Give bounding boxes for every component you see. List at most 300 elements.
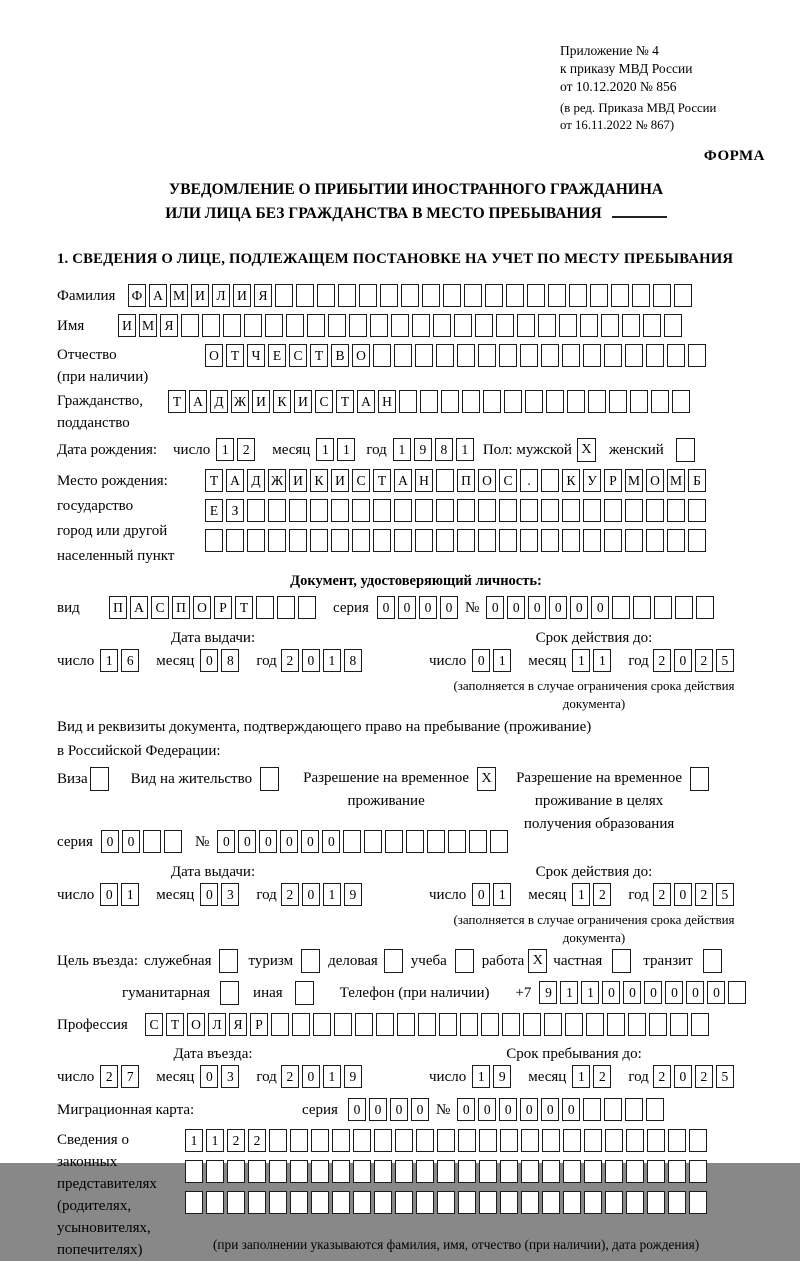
char-cell bbox=[604, 529, 622, 552]
char-cell: 2 bbox=[281, 1065, 299, 1088]
birth-year-cells bbox=[393, 438, 477, 461]
char-cell: 1 bbox=[316, 438, 334, 461]
char-cell bbox=[343, 830, 361, 853]
char-cell: 1 bbox=[493, 883, 511, 906]
visit-purpose-label: Цель въезда: bbox=[57, 953, 138, 970]
char-cell: 0 bbox=[122, 830, 140, 853]
patronymic-cells bbox=[205, 344, 709, 367]
char-cell bbox=[415, 499, 433, 522]
issue-day-cells bbox=[100, 649, 142, 672]
char-cell bbox=[355, 1013, 373, 1036]
stay-year-cells bbox=[653, 1065, 737, 1088]
char-cell: 2 bbox=[248, 1129, 266, 1152]
char-cell: 0 bbox=[674, 649, 692, 672]
char-cell bbox=[185, 1160, 203, 1183]
char-cell bbox=[437, 1191, 455, 1214]
char-cell bbox=[605, 1160, 623, 1183]
char-cell: . bbox=[520, 469, 538, 492]
char-cell bbox=[583, 529, 601, 552]
field-legal-representatives bbox=[57, 1129, 775, 1261]
char-cell: С bbox=[352, 469, 370, 492]
char-cell bbox=[416, 1129, 434, 1152]
char-cell bbox=[672, 390, 690, 413]
doc-seriya-cells bbox=[377, 596, 461, 619]
char-cell: 2 bbox=[653, 883, 671, 906]
char-cell: Н bbox=[415, 469, 433, 492]
char-cell bbox=[689, 1129, 707, 1152]
birth-place-row-2 bbox=[205, 499, 709, 522]
char-cell: Ф bbox=[128, 284, 146, 307]
char-cell: Т bbox=[235, 596, 253, 619]
char-cell bbox=[563, 1191, 581, 1214]
char-cell: И bbox=[191, 284, 209, 307]
char-cell bbox=[338, 284, 356, 307]
char-cell: 9 bbox=[539, 981, 557, 1004]
char-cell: 1 bbox=[593, 649, 611, 672]
char-cell: 2 bbox=[237, 438, 255, 461]
char-cell bbox=[247, 499, 265, 522]
char-cell: Л bbox=[212, 284, 230, 307]
birth-place-cell-rows bbox=[205, 469, 709, 552]
char-cell: 0 bbox=[499, 1098, 517, 1121]
char-cell: Т bbox=[226, 344, 244, 367]
purpose-study-checkbox bbox=[455, 949, 474, 973]
char-cell bbox=[588, 390, 606, 413]
char-cell bbox=[563, 1160, 581, 1183]
char-cell bbox=[499, 344, 517, 367]
field-migration-card bbox=[57, 1098, 775, 1123]
char-cell bbox=[307, 314, 325, 337]
residence-intro-1: Вид и реквизиты документа, подтверждающего право на пребывание (проживание) bbox=[57, 719, 592, 736]
option-visa: Виза bbox=[57, 767, 109, 792]
char-cell: 0 bbox=[528, 596, 546, 619]
char-cell bbox=[520, 529, 538, 552]
char-cell: 0 bbox=[419, 596, 437, 619]
char-cell bbox=[437, 1129, 455, 1152]
char-cell bbox=[373, 499, 391, 522]
name-cells bbox=[118, 314, 685, 337]
char-cell: И bbox=[331, 469, 349, 492]
char-cell: 0 bbox=[541, 1098, 559, 1121]
char-cell bbox=[181, 314, 199, 337]
char-cell: 0 bbox=[200, 883, 218, 906]
char-cell: 0 bbox=[259, 830, 277, 853]
char-cell bbox=[567, 390, 585, 413]
mig-number-label: № bbox=[435, 1102, 451, 1119]
char-cell: 1 bbox=[581, 981, 599, 1004]
char-cell: 5 bbox=[716, 1065, 734, 1088]
char-cell bbox=[415, 529, 433, 552]
issue-month-cells bbox=[200, 649, 242, 672]
char-cell bbox=[436, 499, 454, 522]
char-cell: 2 bbox=[695, 649, 713, 672]
char-cell: А bbox=[130, 596, 148, 619]
char-cell bbox=[625, 344, 643, 367]
char-cell: 8 bbox=[435, 438, 453, 461]
char-cell bbox=[604, 499, 622, 522]
char-cell: 3 bbox=[221, 1065, 239, 1088]
char-cell bbox=[696, 596, 714, 619]
char-cell bbox=[478, 529, 496, 552]
char-cell bbox=[206, 1160, 224, 1183]
char-cell: 1 bbox=[493, 649, 511, 672]
char-cell bbox=[436, 344, 454, 367]
char-cell bbox=[583, 344, 601, 367]
char-cell bbox=[416, 1191, 434, 1214]
char-cell bbox=[292, 1013, 310, 1036]
char-cell: 0 bbox=[644, 981, 662, 1004]
char-cell: Я bbox=[160, 314, 178, 337]
char-cell bbox=[590, 284, 608, 307]
title-line-1: УВЕДОМЛЕНИЕ О ПРИБЫТИИ ИНОСТРАННОГО ГРАЖДАНИНА bbox=[168, 181, 664, 199]
char-cell: Т bbox=[310, 344, 328, 367]
char-cell: Р bbox=[250, 1013, 268, 1036]
char-cell: С bbox=[151, 596, 169, 619]
day-label: число bbox=[429, 653, 467, 670]
annex-line: к приказу МВД России bbox=[560, 60, 693, 76]
char-cell bbox=[370, 314, 388, 337]
char-cell bbox=[542, 1129, 560, 1152]
char-cell bbox=[688, 499, 706, 522]
annex-reference bbox=[560, 42, 775, 134]
char-cell bbox=[562, 529, 580, 552]
sex-female-checkbox bbox=[676, 438, 695, 462]
char-cell: 0 bbox=[674, 1065, 692, 1088]
char-cell: 0 bbox=[472, 883, 490, 906]
char-cell: 1 bbox=[185, 1129, 203, 1152]
stay-until-heading: Срок пребывания до: bbox=[506, 1046, 642, 1063]
phone-cells bbox=[539, 981, 749, 1004]
purpose-official-label: служебная bbox=[143, 953, 212, 970]
char-cell bbox=[479, 1191, 497, 1214]
char-cell: 0 bbox=[520, 1098, 538, 1121]
citizenship-label: Гражданство, подданство bbox=[57, 393, 144, 432]
char-cell bbox=[265, 314, 283, 337]
char-cell: И bbox=[294, 390, 312, 413]
day-label: число bbox=[429, 1069, 467, 1086]
char-cell: 2 bbox=[653, 649, 671, 672]
char-cell bbox=[394, 499, 412, 522]
char-cell bbox=[633, 596, 651, 619]
char-cell: К bbox=[273, 390, 291, 413]
char-cell bbox=[569, 284, 587, 307]
char-cell bbox=[298, 596, 316, 619]
entry-year-cells bbox=[281, 1065, 365, 1088]
char-cell bbox=[418, 1013, 436, 1036]
char-cell: 0 bbox=[570, 596, 588, 619]
char-cell: Т bbox=[336, 390, 354, 413]
char-cell bbox=[406, 830, 424, 853]
char-cell bbox=[584, 1191, 602, 1214]
char-cell bbox=[353, 1160, 371, 1183]
issue-year-cells bbox=[281, 649, 365, 672]
char-cell: Е bbox=[205, 499, 223, 522]
month-label: месяц bbox=[528, 653, 567, 670]
char-cell bbox=[457, 529, 475, 552]
entry-month-cells bbox=[200, 1065, 242, 1088]
char-cell bbox=[689, 1160, 707, 1183]
purpose-work-label: работа bbox=[481, 953, 525, 970]
char-cell bbox=[202, 314, 220, 337]
char-cell bbox=[630, 390, 648, 413]
field-birth-place bbox=[57, 469, 775, 569]
char-cell bbox=[391, 314, 409, 337]
char-cell bbox=[457, 344, 475, 367]
char-cell bbox=[625, 499, 643, 522]
char-cell bbox=[373, 344, 391, 367]
char-cell: 1 bbox=[121, 883, 139, 906]
option-temp-residence-education: Разрешение на временное проживание в целях получения образования bbox=[516, 767, 709, 836]
char-cell: И bbox=[118, 314, 136, 337]
char-cell: 0 bbox=[322, 830, 340, 853]
char-cell: И bbox=[233, 284, 251, 307]
char-cell: 0 bbox=[101, 830, 119, 853]
char-cell: 9 bbox=[414, 438, 432, 461]
char-cell bbox=[415, 344, 433, 367]
char-cell bbox=[605, 1191, 623, 1214]
char-cell bbox=[541, 529, 559, 552]
title-blank-underline bbox=[612, 202, 667, 218]
char-cell: 9 bbox=[344, 883, 362, 906]
stay-month-cells bbox=[572, 1065, 614, 1088]
char-cell bbox=[247, 529, 265, 552]
char-cell: 5 bbox=[716, 883, 734, 906]
char-cell bbox=[352, 529, 370, 552]
char-cell bbox=[268, 499, 286, 522]
field-profession bbox=[57, 1013, 775, 1038]
residence-doc-dates bbox=[57, 861, 775, 947]
char-cell: К bbox=[310, 469, 328, 492]
char-cell bbox=[689, 1191, 707, 1214]
char-cell bbox=[626, 1160, 644, 1183]
profession-label: Профессия bbox=[57, 1017, 128, 1034]
char-cell bbox=[311, 1191, 329, 1214]
char-cell: 0 bbox=[591, 596, 609, 619]
char-cell bbox=[457, 499, 475, 522]
char-cell bbox=[296, 284, 314, 307]
birth-date-label: Дата рождения: bbox=[57, 442, 158, 459]
char-cell: 1 bbox=[323, 1065, 341, 1088]
char-cell bbox=[269, 1129, 287, 1152]
char-cell bbox=[485, 284, 503, 307]
char-cell bbox=[311, 1160, 329, 1183]
annex-line: Приложение № 4 bbox=[560, 43, 659, 58]
char-cell: У bbox=[583, 469, 601, 492]
char-cell: 0 bbox=[398, 596, 416, 619]
res-valid-month-cells bbox=[572, 883, 614, 906]
char-cell: 0 bbox=[348, 1098, 366, 1121]
visa-checkbox bbox=[90, 767, 109, 791]
char-cell bbox=[227, 1191, 245, 1214]
birth-day-cells bbox=[216, 438, 258, 461]
residence-number-cells bbox=[217, 830, 511, 853]
patronymic-label: Отчество (при наличии) bbox=[57, 347, 149, 386]
char-cell: 0 bbox=[562, 1098, 580, 1121]
char-cell bbox=[223, 314, 241, 337]
char-cell bbox=[427, 830, 445, 853]
char-cell bbox=[541, 344, 559, 367]
char-cell: 0 bbox=[457, 1098, 475, 1121]
profession-cells bbox=[145, 1013, 712, 1036]
char-cell bbox=[646, 529, 664, 552]
char-cell: Ж bbox=[268, 469, 286, 492]
citizenship-cells bbox=[168, 390, 693, 413]
purpose-transit-checkbox bbox=[703, 949, 722, 973]
char-cell bbox=[420, 390, 438, 413]
char-cell bbox=[538, 314, 556, 337]
char-cell bbox=[352, 499, 370, 522]
char-cell: 1 bbox=[472, 1065, 490, 1088]
char-cell: 0 bbox=[707, 981, 725, 1004]
legal-rep-row-1 bbox=[185, 1129, 710, 1152]
doc-type-label: вид bbox=[57, 600, 80, 617]
char-cell: Б bbox=[688, 469, 706, 492]
res-valid-year-cells bbox=[653, 883, 737, 906]
char-cell bbox=[651, 390, 669, 413]
char-cell bbox=[443, 284, 461, 307]
char-cell bbox=[601, 314, 619, 337]
doc-type-cells bbox=[109, 596, 319, 619]
char-cell bbox=[397, 1013, 415, 1036]
char-cell: 1 bbox=[572, 649, 590, 672]
field-citizenship bbox=[57, 390, 775, 434]
char-cell bbox=[462, 390, 480, 413]
char-cell bbox=[504, 390, 522, 413]
char-cell: 2 bbox=[593, 1065, 611, 1088]
char-cell: 0 bbox=[301, 830, 319, 853]
char-cell bbox=[521, 1160, 539, 1183]
identity-doc-heading: Документ, удостоверяющий личность: bbox=[290, 573, 542, 590]
char-cell bbox=[394, 529, 412, 552]
char-cell bbox=[395, 1160, 413, 1183]
char-cell bbox=[688, 529, 706, 552]
char-cell bbox=[675, 596, 693, 619]
char-cell: 0 bbox=[377, 596, 395, 619]
char-cell bbox=[206, 1191, 224, 1214]
entry-dates bbox=[57, 1043, 775, 1090]
char-cell bbox=[583, 1098, 601, 1121]
char-cell: 1 bbox=[572, 883, 590, 906]
purpose-official-checkbox bbox=[219, 949, 238, 973]
char-cell: 3 bbox=[221, 883, 239, 906]
char-cell bbox=[478, 344, 496, 367]
char-cell: Ч bbox=[247, 344, 265, 367]
char-cell bbox=[668, 1129, 686, 1152]
sex-male-checkbox: X bbox=[577, 438, 596, 462]
char-cell bbox=[332, 1160, 350, 1183]
char-cell bbox=[605, 1129, 623, 1152]
char-cell bbox=[520, 344, 538, 367]
char-cell: О bbox=[352, 344, 370, 367]
char-cell bbox=[334, 1013, 352, 1036]
char-cell bbox=[286, 314, 304, 337]
year-label: год bbox=[628, 1069, 649, 1086]
char-cell: В bbox=[331, 344, 349, 367]
char-cell: А bbox=[357, 390, 375, 413]
birth-place-row-1 bbox=[205, 469, 709, 492]
char-cell: О bbox=[205, 344, 223, 367]
phone-prefix: +7 bbox=[515, 985, 532, 1002]
char-cell: 1 bbox=[100, 649, 118, 672]
char-cell bbox=[332, 1129, 350, 1152]
char-cell: С bbox=[289, 344, 307, 367]
char-cell: С bbox=[499, 469, 517, 492]
char-cell: 1 bbox=[456, 438, 474, 461]
char-cell bbox=[310, 529, 328, 552]
char-cell: 1 bbox=[323, 649, 341, 672]
valid-until-heading: Срок действия до: bbox=[535, 864, 653, 881]
char-cell bbox=[256, 596, 274, 619]
char-cell bbox=[479, 1129, 497, 1152]
char-cell bbox=[664, 314, 682, 337]
char-cell bbox=[185, 1191, 203, 1214]
legal-rep-row-2 bbox=[185, 1160, 710, 1183]
res-issue-day-cells bbox=[100, 883, 142, 906]
char-cell: 0 bbox=[302, 1065, 320, 1088]
char-cell bbox=[331, 529, 349, 552]
char-cell bbox=[244, 314, 262, 337]
char-cell bbox=[374, 1160, 392, 1183]
purpose-private-label: частная bbox=[553, 953, 603, 970]
char-cell: Т bbox=[168, 390, 186, 413]
char-cell: 0 bbox=[665, 981, 683, 1004]
visit-purpose-row-2 bbox=[57, 981, 775, 1006]
char-cell: 0 bbox=[302, 649, 320, 672]
char-cell bbox=[562, 344, 580, 367]
birth-place-row-3 bbox=[205, 529, 709, 552]
char-cell bbox=[317, 284, 335, 307]
char-cell: 0 bbox=[200, 649, 218, 672]
sex-label: Пол: мужской bbox=[482, 442, 572, 459]
char-cell bbox=[143, 830, 161, 853]
legal-representatives-cell-rows bbox=[185, 1129, 710, 1254]
valid-until-heading: Срок действия до: bbox=[535, 630, 653, 647]
char-cell: 0 bbox=[200, 1065, 218, 1088]
valid-year-cells bbox=[653, 649, 737, 672]
char-cell bbox=[548, 284, 566, 307]
entry-date-heading: Дата въезда: bbox=[173, 1046, 253, 1063]
surname-cells bbox=[128, 284, 695, 307]
char-cell bbox=[290, 1129, 308, 1152]
char-cell bbox=[364, 830, 382, 853]
char-cell bbox=[412, 314, 430, 337]
validity-note: (заполняется в случае ограничения срока действия документа) bbox=[453, 678, 735, 712]
year-label: год bbox=[256, 887, 277, 904]
char-cell bbox=[376, 1013, 394, 1036]
char-cell bbox=[527, 284, 545, 307]
char-cell bbox=[275, 284, 293, 307]
char-cell: М bbox=[625, 469, 643, 492]
char-cell bbox=[313, 1013, 331, 1036]
char-cell: И bbox=[289, 469, 307, 492]
year-label: год bbox=[628, 887, 649, 904]
char-cell bbox=[542, 1191, 560, 1214]
char-cell bbox=[226, 529, 244, 552]
char-cell bbox=[436, 529, 454, 552]
purpose-humanitarian-checkbox bbox=[220, 981, 239, 1005]
field-name bbox=[57, 314, 775, 339]
residence-seriya-cells bbox=[101, 830, 185, 853]
char-cell: Я bbox=[254, 284, 272, 307]
purpose-other-label: иная bbox=[253, 985, 283, 1002]
char-cell bbox=[609, 390, 627, 413]
char-cell bbox=[374, 1191, 392, 1214]
char-cell bbox=[399, 390, 417, 413]
char-cell bbox=[647, 1129, 665, 1152]
char-cell: 2 bbox=[653, 1065, 671, 1088]
char-cell bbox=[353, 1129, 371, 1152]
char-cell bbox=[626, 1129, 644, 1152]
